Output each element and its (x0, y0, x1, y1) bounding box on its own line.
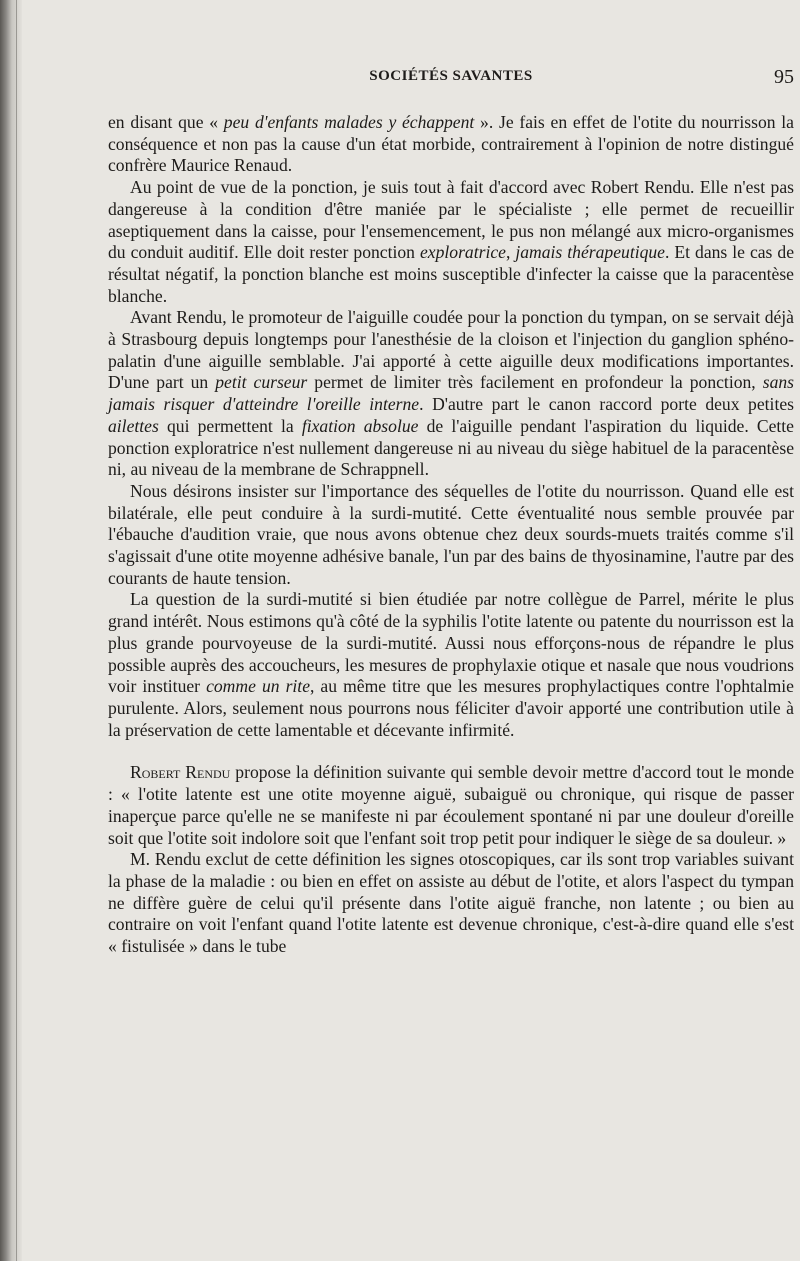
italic-text: exploratrice (419, 242, 506, 263)
page-binding-edge (0, 0, 22, 1261)
text-run: Nous désirons insister sur l'importance des séquelles de l'otite du nourrisson. Quand elle est bilatérale, elle peut conduire à la surdi-mutité. Cette éventualité nous semble prouvée par l'ébauche d'audition vraie, que nous avons obtenue chez deux sourds-muets traités comme s'il s'agissait d'une otite moyenne adhésive banale, l'un par des bains de thyosinamine, l'autre par des courants de haute tension. (108, 480, 794, 588)
italic-text: sans jamais risquer d'atteindre l'oreille interne (108, 372, 795, 415)
text-run: en disant que « (108, 112, 224, 132)
italic-text: ailettes (108, 415, 159, 436)
running-title: SOCIÉTÉS SAVANTES (369, 68, 533, 84)
paragraph-3 (108, 307, 794, 481)
author-name: Robert Rendu (130, 762, 231, 783)
italic-text: peu d'enfants malades y échappent (223, 112, 475, 132)
text-run: . D'autre part le canon raccord porte deux petites (419, 394, 794, 415)
paragraph-7 (108, 849, 794, 958)
text-run: permet de limiter très facilement en profondeur la ponction, (307, 372, 763, 393)
italic-text: comme un rite (206, 676, 310, 697)
text-run: ». Je fais en effet de l'otite du nourrisson la conséquence et non pas la cause d'un état morbide, contrairement à l'opinion de notre distingué confrère Maurice Renaud. (108, 112, 794, 176)
text-run: , au même titre que les mesures prophylactiques contre l'ophtalmie purulente. Alors, seulement nous pourrons nous féliciter d'avoir apporté une contribution utile à la préservation de cette lamentable et décevante infirmité. (108, 676, 794, 740)
paragraph-4 (108, 481, 794, 590)
page-fold-line (16, 0, 17, 1261)
page-number: 95 (774, 66, 794, 88)
text-run: qui permettent la (158, 415, 302, 436)
text-run: . Et dans le cas de résultat négatif, la ponction blanche est moins susceptible d'infecter la caisse que la paracentèse blanche. (108, 242, 795, 306)
italic-text: petit curseur (215, 372, 308, 393)
text-run: de l'aiguille pendant l'aspiration du liquide. Cette ponction exploratrice n'est nullement dangereuse ni au niveau du siège habituel de la paracentèse ni, au niveau de la membrane de Schrappnell. (108, 415, 794, 480)
page-header (108, 68, 794, 92)
text-run: , (505, 242, 516, 263)
text-run: Au point de vue de la ponction, je suis tout à fait d'accord avec Robert Rendu. Elle n'est pas dangereuse à la condition d'être maniée par le spécialiste ; elle permet de recueillir aseptiquement dans la caisse, pour l'ensemencement, le pus non mélangé aux micro-organismes du conduit auditif. Elle doit rester ponction (108, 177, 794, 263)
italic-text: jamais thérapeutique (515, 242, 665, 263)
paragraph-1 (108, 112, 794, 177)
text-run: Avant Rendu, le promoteur de l'aiguille coudée pour la ponction du tympan, on se servait déjà à Strasbourg depuis longtemps pour l'anesthésie de la cloison et l'injection du ganglion sphéno-palatin d'une aiguille semblable. J'ai apporté à cette aiguille deux modifications importantes. D'une part un (108, 307, 794, 393)
article-body (108, 112, 794, 958)
text-run: La question de la surdi-mutité si bien étudiée par notre collègue de Parrel, mérite le plus grand intérêt. Nous estimons qu'à côté de la syphilis l'otite latente ou patente du nourrisson est la plus grande pourvoyeuse de la surdi-mutité. Aussi nous efforçons-nous de répandre le plus possible auprès des accoucheurs, les mesures de prophylaxie otique et nasale que nous voudrions voir instituer (108, 589, 794, 697)
paragraph-5 (108, 589, 794, 741)
paragraph-6 (108, 762, 794, 849)
text-run: M. Rendu exclut de cette définition les signes otoscopiques, car ils sont trop variables suivant la phase de la maladie : ou bien en effet on assiste au début de l'otite, et alors l'aspect du tympan ne diffère guère de celui qu'il présente dans l'otite aiguë franche, non latente ; ou bien au contraire on voit l'enfant quand l'otite latente est devenue chronique, c'est-à-dire quand elle s'est « fistulisée » dans le tube (108, 849, 794, 957)
italic-text: fixation absolue (301, 415, 419, 436)
paragraph-2 (108, 177, 794, 307)
text-run: propose la définition suivante qui semble devoir mettre d'accord tout le monde : « l'otite latente est une otite moyenne aiguë, subaiguë ou chronique, qui risque de passer inaperçue parce qu'elle ne se manifeste ni par écoulement spontané ni par une douleur d'oreille soit que l'otite soit indolore soit que l'enfant soit trop petit pour indiquer le siège de sa douleur. » (108, 762, 795, 848)
